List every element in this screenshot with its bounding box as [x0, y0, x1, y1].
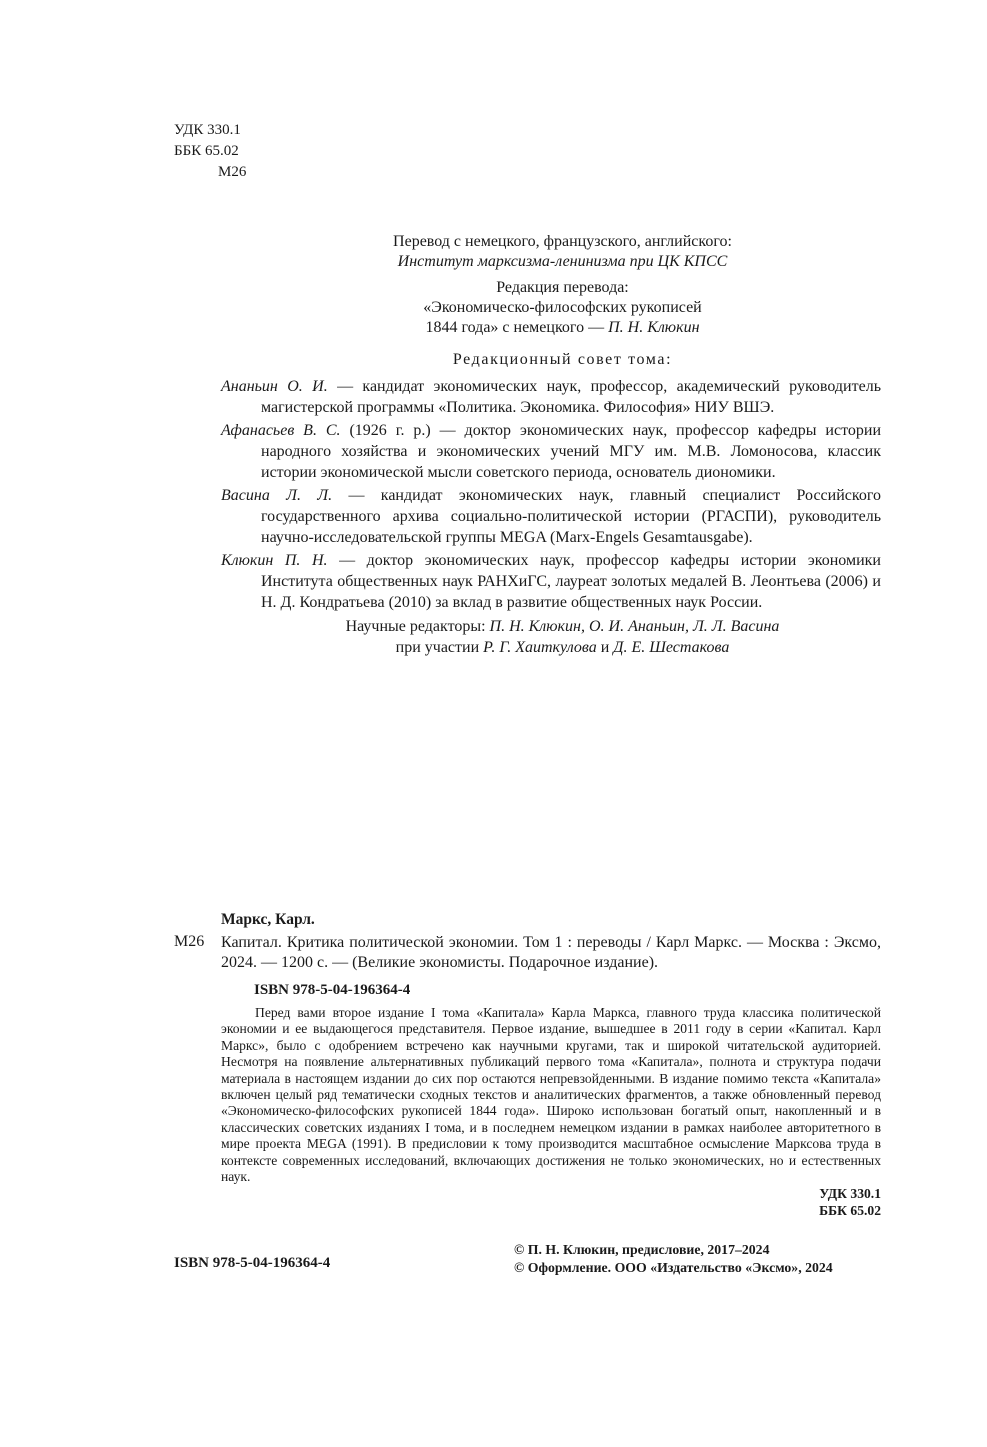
participation-line	[200, 637, 925, 658]
editing-line-2	[200, 318, 925, 338]
author-mark: М26	[218, 164, 247, 180]
science-editors	[200, 616, 925, 658]
catalog-code: М26	[174, 933, 205, 950]
catalog-annotation: Перед вами второе издание I тома «Капитала» Карла Маркса, главного труда классика политической экономии и ее выдающегося представителя. Первое издание, вышедшее в 2011 году в серии «Капитал. Карл Маркс», было с одобрением встречено как научными кругами, так и широкой читательской аудиторией. Несмотря на появление альтернативных публикаций первого тома «Капитала», полнота и структура подачи материала в настоящем издании до сих пор остаются непревзойденными. В издание помимо текста «Капитала» включен целый ряд тематически сходных текстов и аналитических фрагментов, а также обновленный перевод «Экономическо-философских рукописей 1844 года». Широко использован богатый опыт, накопленный и в классических советских изданиях I тома, и в последнем немецком издании в рамках наиболее авторитетного в мире проекта MEGA (1991). В предисловии к тому производится масштабное осмысление Марксова труда в контексте современных исследований, включающих достижения не только экономических, но и естественных наук.	[221, 1005, 881, 1185]
participant-2: Д. Е. Шестакова	[613, 639, 730, 656]
member-description: — доктор экономических наук, профессор кафедры истории экономики Института общественных наук РАНХиГС, лауреат золотых медалей В. Леонтьева (2006) и Н. Д. Кондратьева (2010) за вклад в развитие общественных наук России.	[261, 552, 881, 611]
copyright-preface: © П. Н. Клюкин, предисловие, 2017–2024	[514, 1242, 770, 1257]
science-editors-line	[200, 616, 925, 637]
translation-editing	[200, 278, 925, 338]
catalog-bbk: ББК 65.02	[819, 1203, 881, 1218]
council-members	[221, 376, 881, 615]
catalog-codes	[819, 1185, 881, 1219]
catalog-author: Маркс, Карл.	[221, 911, 315, 928]
editing-label: Редакция перевода:	[496, 279, 629, 296]
member-name: Васина Л. Л.	[221, 487, 333, 504]
member-name: Афанасьев В. С.	[221, 422, 341, 439]
participation-and: и	[596, 639, 614, 656]
editing-line-2-text: 1844 года» с немецкого —	[425, 319, 609, 336]
council-member	[221, 485, 881, 548]
participant-1: Р. Г. Хаиткулова	[483, 639, 597, 656]
editing-editor-name: П. Н. Клюкин	[608, 319, 700, 336]
science-editors-label: Научные редакторы:	[345, 618, 490, 635]
bbk-code: ББК 65.02	[174, 143, 239, 159]
catalog-udk: УДК 330.1	[819, 1186, 881, 1201]
classification-block	[174, 120, 246, 183]
copyright-design: © Оформление. ООО «Издательство «Эксмо», 2024	[514, 1260, 833, 1275]
member-name: Клюкин П. Н.	[221, 552, 328, 569]
footer-isbn: ISBN 978-5-04-196364-4	[174, 1255, 331, 1271]
member-name: Ананьин О. И.	[221, 378, 328, 395]
council-heading: Редакционный совет тома:	[452, 351, 673, 368]
translation-line: Перевод с немецкого, французского, английского:	[393, 233, 732, 250]
member-description: — кандидат экономических наук, главный специалист Российского государственного архива социально-политической истории (РГАСПИ), руководитель научно-исследовательской группы MEGA (Marx-Engels Gesamtausgabe).	[261, 487, 882, 546]
translation-credits	[200, 232, 925, 272]
council-member	[221, 376, 881, 418]
catalog-isbn: ISBN 978-5-04-196364-4	[254, 982, 411, 998]
translation-institute: Институт марксизма-ленинизма при ЦК КПСС	[397, 253, 728, 270]
participation-label: при участии	[395, 639, 484, 656]
science-editors-names: П. Н. Клюкин, О. И. Ананьин, Л. Л. Васина	[489, 618, 780, 635]
editing-line-1: «Экономическо-философских рукописей	[423, 299, 702, 316]
member-description: (1926 г. р.) — доктор экономических наук, профессор кафедры истории народного хозяйства и экономических учений МГУ им. М.В. Ломоносова, классик истории экономической мысли советского периода, основатель диономики.	[261, 422, 882, 481]
udk-code: УДК 330.1	[174, 122, 241, 138]
member-description: — кандидат экономических наук, профессор, академический руководитель магистерской программы «Политика. Экономика. Философия» НИУ ВШЭ.	[261, 378, 881, 416]
council-member	[221, 420, 881, 483]
catalog-description: Капитал. Критика политической экономии. Том 1 : переводы / Карл Маркс. — Москва : Эксмо, 2024. — 1200 с. — (Великие экономисты. Подарочное издание).	[221, 934, 881, 971]
copyright-block	[514, 1241, 833, 1277]
council-member	[221, 550, 881, 613]
